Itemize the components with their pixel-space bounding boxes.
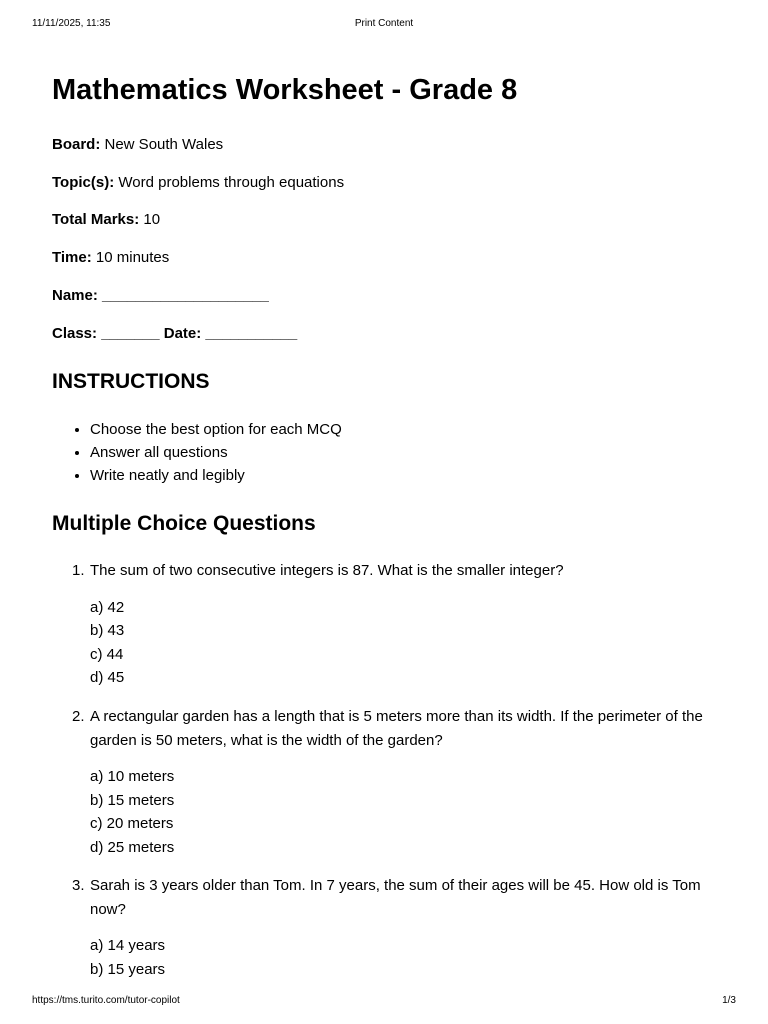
option-item: b) 43: [90, 622, 125, 639]
worksheet-title: Mathematics Worksheet - Grade 8: [52, 74, 518, 106]
question-number: 3.: [72, 877, 85, 894]
print-header: [32, 18, 736, 29]
options-list: [52, 596, 728, 690]
question-1: [52, 559, 728, 690]
question-text: [52, 874, 728, 921]
option-item: a) 14 years: [90, 937, 166, 954]
question-2: [52, 705, 728, 859]
marks-label: Total Marks:: [52, 211, 140, 228]
question-prompt: A rectangular garden has a length that is 5 meters more than its width. If the perimeter of the garden is 50 meters, what is the width of the garden?: [90, 708, 703, 749]
class-date-field: Class: _______ Date: ___________: [52, 325, 298, 342]
options-list: [52, 765, 728, 859]
topics-value: Word problems through equations: [114, 174, 345, 191]
name-line: [52, 287, 269, 305]
class-date-line: [52, 325, 297, 343]
print-title: Print Content: [354, 18, 414, 29]
instructions-list: [52, 418, 342, 487]
print-datetime: 11/11/2025, 11:35: [32, 18, 111, 29]
option-item: d) 45: [90, 669, 125, 686]
option-item: a) 42: [90, 598, 125, 616]
print-footer: [32, 995, 736, 1006]
page-url: https://tms.turito.com/tutor-copilot: [32, 995, 180, 1006]
question-prompt: The sum of two consecutive integers is 87. What is the smaller integer?: [90, 562, 564, 579]
option-item: c) 20 meters: [90, 815, 174, 832]
topics-line: [52, 174, 344, 192]
instructions-heading: INSTRUCTIONS: [52, 370, 210, 393]
marks-value: 10: [139, 211, 161, 228]
board-value: New South Wales: [100, 136, 224, 153]
topics-label: Topic(s):: [52, 174, 115, 191]
options-list: [52, 934, 728, 981]
question-3: [52, 874, 728, 981]
question-number: 2.: [72, 708, 85, 725]
instruction-item: • Write neatly and legibly: [90, 464, 342, 487]
time-label: Time:: [52, 249, 92, 266]
question-text: [52, 559, 728, 583]
instruction-item: • Answer all questions: [90, 441, 342, 464]
option-item: d) 25 meters: [90, 838, 175, 856]
option-item: a) 10 meters: [90, 768, 175, 785]
instruction-item: • Choose the best option for each MCQ: [90, 418, 342, 441]
option-item: b) 15 years: [90, 960, 166, 978]
time-value: 10 minutes: [91, 249, 170, 266]
question-text: [52, 705, 728, 752]
question-number: 1.: [72, 562, 85, 579]
question-prompt: Sarah is 3 years older than Tom. In 7 years, the sum of their ages will be 45. How old is Tom now?: [90, 877, 701, 918]
board-line: [52, 136, 223, 154]
worksheet-content: [52, 72, 728, 978]
time-line: [52, 249, 169, 267]
page-number: 1/3: [722, 995, 736, 1006]
name-field: Name: ____________________: [52, 287, 269, 304]
marks-line: [52, 211, 160, 229]
board-label: Board:: [52, 136, 101, 153]
option-item: c) 44: [90, 645, 124, 663]
mcq-heading: Multiple Choice Questions: [52, 512, 316, 535]
option-item: b) 15 meters: [90, 791, 175, 809]
